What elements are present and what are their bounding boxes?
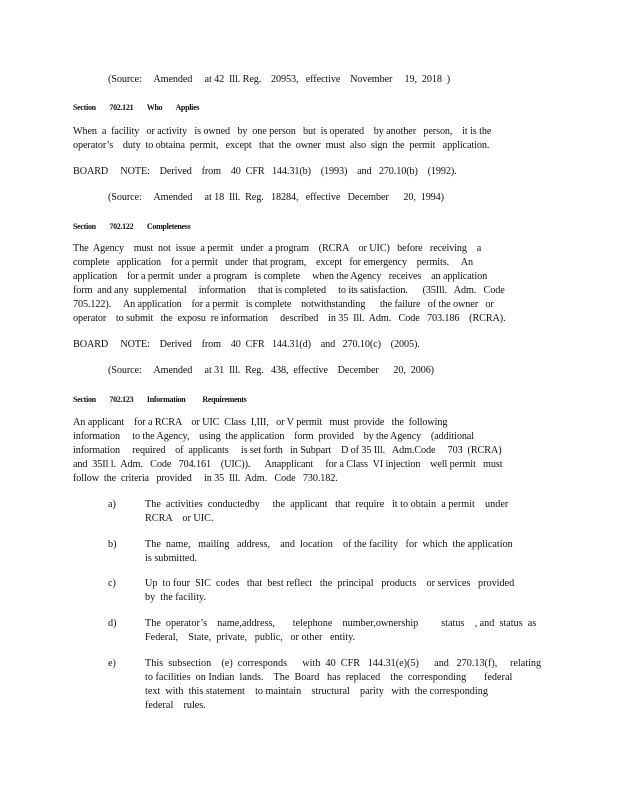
list-item-label: d): [108, 618, 117, 629]
list-item-label: c): [108, 578, 116, 589]
list-item-label: e): [108, 658, 116, 669]
paragraph-who-applies: When a facility or activity is owned by one person but is operated by another person, it is the operator’s duty to obtaina permit, except that the owner must also sign the permit application.: [73, 126, 492, 151]
paragraph-completeness: The Agency must not issue a permit under a program (RCRA or UIC) before receiving a complete application for a permit under that program, except for emergency permits. An application for a permit under a program is complete when the Agency receives an application form and any supplemental information that is completed to its satisfaction. (35Ill. Adm. Code 705.122). An application for a permit is complete notwithstanding the failure of the owner or operator to submit the exposu re information described in 35 Ill. Adm. Code 703.186 (RCRA).: [73, 243, 506, 324]
list-item-text: The activities conductedby the applicant that require it to obtain a permit under RCRA or UIC.: [145, 499, 509, 524]
list-item-text: Up to four SIC codes that best reflect the principal products or services provided by the facility.: [145, 578, 515, 603]
source-note-2018: (Source: Amended at 42 Ill. Reg. 20953, effective November 19, 2018 ): [108, 74, 451, 85]
list-item-text: This subsection (e) corresponds with 40 CFR 144.31(e)(5) and 270.13(f), relating to facilities on Indian lands. The Board has replaced the corresponding federal text with this statement to maintain structural parity with the corresponding federal rules.: [145, 658, 542, 711]
list-item-label: a): [108, 499, 116, 510]
board-note-1: BOARD NOTE: Derived from 40 CFR 144.31(b) (1993) and 270.10(b) (1992).: [73, 166, 457, 177]
list-item-text: The operator’s name,address, telephone number,ownership status , and status as Federal, State, private, public, or other entity.: [145, 618, 537, 643]
section-heading-702-123: Section 702.123 Information Requirements: [73, 395, 247, 404]
board-note-2: BOARD NOTE: Derived from 40 CFR 144.31(d) and 270.10(c) (2005).: [73, 339, 420, 350]
list-item-text: The name, mailing address, and location of the facility for which the application is submitted.: [145, 539, 513, 564]
source-note-2006: (Source: Amended at 31 Ill. Reg. 438, effective December 20, 2006): [108, 365, 434, 376]
list-item-label: b): [108, 539, 117, 550]
source-note-1994: (Source: Amended at 18 Ill. Reg. 18284, effective December 20, 1994): [108, 192, 444, 203]
section-heading-702-121: Section 702.121 Who Applies: [73, 103, 200, 112]
section-heading-702-122: Section 702.122 Completeness: [73, 222, 191, 231]
paragraph-information-requirements: An applicant for a RCRA or UIC Class I,III, or V permit must provide the following information to the Agency, using the application form provided by the Agency (additional information required of applicants is set forth in Subpart D of 35 Ill. Adm.Code 703 (RCRA) and 35Il l. Adm. Code 704.161 (UIC)). Anapplicant for a Class VI injection well permit must follow the criteria provided in 35 Ill. Adm. Code 730.182.: [73, 417, 503, 484]
